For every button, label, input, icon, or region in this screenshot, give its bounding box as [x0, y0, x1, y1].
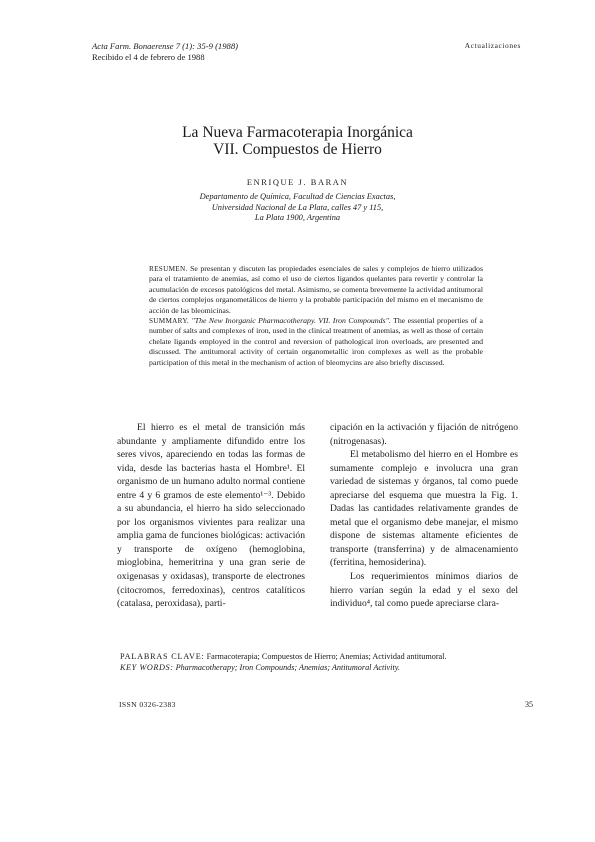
- author-affiliation: [0, 192, 595, 224]
- keywords-es: [120, 652, 520, 663]
- summary-label: SUMMARY.: [149, 317, 190, 326]
- affiliation-line-1: Departamento de Química, Facultad de Ciencias Exactas,: [199, 192, 396, 201]
- author-name: ENRIQUE J. BARAN: [246, 178, 349, 187]
- keywords-en-label: KEY WORDS:: [120, 662, 174, 672]
- body-paragraph: cipación en la activación y fijación de nitrógeno (nitrogenasas).: [330, 422, 518, 447]
- body-column-right: [330, 421, 518, 611]
- issn: ISSN 0326-2383: [119, 700, 176, 709]
- received-date: Recibido el 4 de febrero de 1988: [92, 52, 205, 62]
- summary-title: "The New Inorganic Pharmacotherapy. VII. Iron Compounds".: [191, 316, 391, 326]
- title-line-1: La Nueva Farmacoterapia Inorgánica: [182, 124, 413, 141]
- resumen-text: Se presentan y discuten las propiedades esenciales de sales y complejos de hierro utilizados para el tratamiento de anemias, así como el uso de ciertos ligandos quelantes para revertir y controlar la acumulación de excesos patológicos del metal. Asimismo, se comenta brevemente la actividad antitumoral de ciertos complejos organometálicos de hierro y la probable participación del mismo en el mecanismo de acción de las bleomicinas.: [149, 264, 483, 315]
- body-paragraph: El hierro es el metal de transición más abundante y ampliamente difundido entre los seres vivos, apareciendo en todas las formas de vida, desde las bacterias hasta el Hombre¹. El organismo de un humano adulto normal contiene entre 4 y 6 gramos de este elemento¹⁻³. Debido a su abundancia, el hierro ha sido seleccionado por los organismos vivientes para realizar una amplia gama de funciones biológicas: activación y transporte de oxígeno (hemoglobina, mioglobina, hemeritrina y una gran serie de oxigenasas y oxidasas), transporte de electrones (citocromos, ferredoxinas), centros catalíticos (catalasa, peroxidasa), parti-: [117, 422, 305, 610]
- keywords-es-label: PALABRAS CLAVE:: [120, 652, 205, 661]
- title-line-2: VII. Compuestos de Hierro: [213, 141, 382, 158]
- keywords-en-text: Pharmacotherapy; Iron Compounds; Anemias; Antitumoral Activity.: [175, 662, 400, 672]
- body-paragraph: Los requerimientos mínimos diarios de hierro varían según la edad y el sexo del individuo⁴, tal como puede apreciarse clara-: [330, 571, 518, 610]
- summary-paragraph: [149, 316, 483, 368]
- resumen-label: RESUMEN.: [149, 265, 188, 273]
- journal-header: [92, 41, 238, 63]
- section-label: Actualizaciones: [464, 41, 521, 50]
- keywords-es-text: Farmacoterapia; Compuestos de Hierro; Anemias; Actividad antitumoral.: [206, 652, 447, 661]
- page-number: 35: [525, 700, 533, 709]
- body-paragraph: El metabolismo del hierro en el Hombre es sumamente complejo e involucra una gran variedad de sistemas y órganos, tal como puede apreciarse del esquema que muestra la Fig. 1. Dadas las cantidades relativamente grandes de metal que el organismo debe manejar, el mismo dispone de sistemas altamente eficientes de transporte (transferrina) y de almacenamiento (ferritina, hemosiderina).: [330, 449, 518, 569]
- article-title: [0, 124, 595, 158]
- summary-text: The essential properties of a number of salts and complexes of iron, used in the clinical treatment of anemias, as well as those of certain chelate ligands employed in the control and reversion of pathological iron overloads, are presented and discussed. The antitumoral activity of certain organometallic iron complexes as well as the probable participation of this metal in the mechanism of action of bleomycins are also briefly discussed.: [149, 316, 483, 367]
- affiliation-line-3: La Plata 1900, Argentina: [254, 213, 341, 223]
- journal-citation: Acta Farm. Bonaerense 7 (1): 35-9 (1988): [92, 41, 238, 51]
- keywords-block: [120, 652, 520, 673]
- affiliation-line-2: Universidad Nacional de La Plata, calles 47 y 115,: [211, 202, 384, 212]
- resumen-paragraph: [149, 264, 483, 316]
- keywords-en: [120, 663, 520, 674]
- abstract: [149, 264, 483, 368]
- body-column-left: [117, 421, 305, 611]
